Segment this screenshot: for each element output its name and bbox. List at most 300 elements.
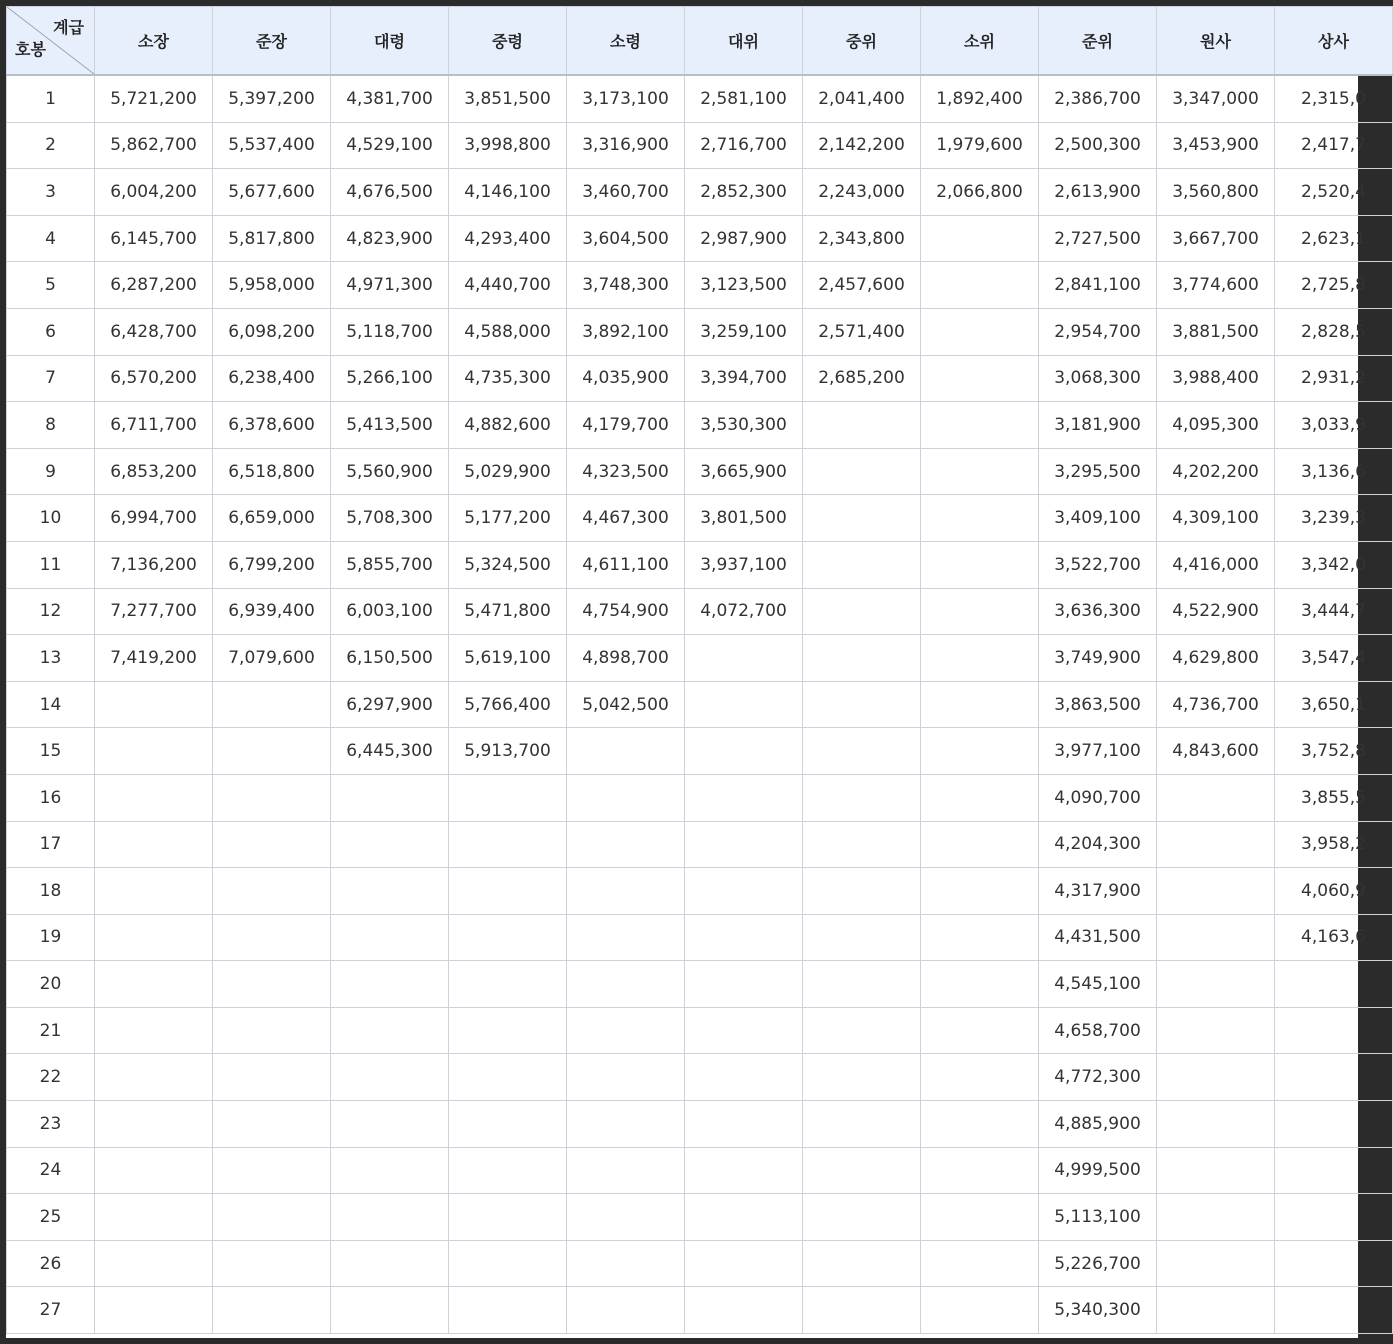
pay-cell	[1157, 1007, 1275, 1054]
pay-cell: 4,095,300	[1157, 402, 1275, 449]
pay-cell	[449, 1194, 567, 1241]
column-header: 원사	[1157, 7, 1275, 76]
pay-cell	[1157, 961, 1275, 1008]
pay-cell	[213, 1054, 331, 1101]
pay-cell: 5,862,700	[95, 122, 213, 169]
pay-cell: 5,817,800	[213, 215, 331, 262]
pay-cell	[921, 868, 1039, 915]
pay-cell	[95, 914, 213, 961]
pay-cell: 5,118,700	[331, 308, 449, 355]
pay-cell	[803, 1240, 921, 1287]
pay-cell	[921, 588, 1039, 635]
pay-cell: 3,774,600	[1157, 262, 1275, 309]
pay-cell: 4,072,700	[685, 588, 803, 635]
pay-cell: 5,397,200	[213, 75, 331, 122]
pay-cell	[1275, 1287, 1393, 1334]
pay-cell: 3,239,3	[1275, 495, 1393, 542]
pay-cell	[803, 1101, 921, 1148]
pay-cell: 5,177,200	[449, 495, 567, 542]
pay-cell	[685, 728, 803, 775]
pay-cell: 5,708,300	[331, 495, 449, 542]
pay-cell	[213, 681, 331, 728]
pay-cell: 3,530,300	[685, 402, 803, 449]
table-row	[7, 1147, 1393, 1194]
pay-cell	[567, 1147, 685, 1194]
pay-cell: 4,754,900	[567, 588, 685, 635]
pay-cell: 3,977,100	[1039, 728, 1157, 775]
pay-cell	[1157, 821, 1275, 868]
pay-cell: 3,863,500	[1039, 681, 1157, 728]
pay-cell: 3,522,700	[1039, 541, 1157, 588]
pay-cell: 7,136,200	[95, 541, 213, 588]
pay-cell: 3,958,2	[1275, 821, 1393, 868]
pay-cell	[95, 1101, 213, 1148]
pay-cell: 6,098,200	[213, 308, 331, 355]
table-row	[7, 495, 1393, 542]
pay-cell: 4,736,700	[1157, 681, 1275, 728]
pay-cell: 1,979,600	[921, 122, 1039, 169]
pay-cell: 4,772,300	[1039, 1054, 1157, 1101]
step-cell: 27	[7, 1287, 95, 1334]
pay-cell: 5,029,900	[449, 448, 567, 495]
pay-cell: 6,445,300	[331, 728, 449, 775]
pay-cell: 5,677,600	[213, 169, 331, 216]
pay-cell	[1157, 1194, 1275, 1241]
pay-cell	[213, 1194, 331, 1241]
pay-cell	[1157, 914, 1275, 961]
pay-cell	[803, 635, 921, 682]
table-row	[7, 681, 1393, 728]
pay-cell: 4,202,200	[1157, 448, 1275, 495]
pay-cell	[685, 1007, 803, 1054]
pay-cell	[95, 728, 213, 775]
pay-cell	[449, 1007, 567, 1054]
pay-cell	[1275, 1147, 1393, 1194]
pay-cell	[1157, 1054, 1275, 1101]
pay-cell: 2,954,700	[1039, 308, 1157, 355]
pay-cell: 4,416,000	[1157, 541, 1275, 588]
pay-cell	[685, 1194, 803, 1241]
pay-cell: 4,381,700	[331, 75, 449, 122]
pay-cell: 3,173,100	[567, 75, 685, 122]
pay-cell	[921, 402, 1039, 449]
pay-cell	[803, 1194, 921, 1241]
pay-cell: 3,749,900	[1039, 635, 1157, 682]
step-cell: 6	[7, 308, 95, 355]
column-header: 대위	[685, 7, 803, 76]
step-cell: 11	[7, 541, 95, 588]
pay-cell	[921, 914, 1039, 961]
pay-cell	[1275, 1054, 1393, 1101]
table-row	[7, 262, 1393, 309]
pay-cell: 3,892,100	[567, 308, 685, 355]
pay-cell: 3,752,8	[1275, 728, 1393, 775]
pay-cell	[567, 821, 685, 868]
pay-cell	[331, 774, 449, 821]
pay-cell	[921, 635, 1039, 682]
pay-cell: 4,323,500	[567, 448, 685, 495]
pay-cell	[803, 681, 921, 728]
table-row	[7, 961, 1393, 1008]
pay-cell	[921, 308, 1039, 355]
pay-cell	[803, 588, 921, 635]
corner-header-cell	[7, 7, 95, 76]
column-header: 소위	[921, 7, 1039, 76]
corner-label-step: 호봉	[15, 40, 46, 59]
pay-cell: 4,163,6	[1275, 914, 1393, 961]
pay-cell	[685, 774, 803, 821]
pay-cell	[1275, 1240, 1393, 1287]
pay-table	[6, 6, 1393, 1334]
pay-cell	[1157, 1147, 1275, 1194]
pay-cell: 6,939,400	[213, 588, 331, 635]
pay-cell	[921, 1147, 1039, 1194]
pay-cell	[803, 448, 921, 495]
pay-cell	[331, 1287, 449, 1334]
pay-cell: 3,855,5	[1275, 774, 1393, 821]
pay-cell	[449, 868, 567, 915]
corner-label-rank: 계급	[53, 18, 84, 37]
pay-cell	[331, 1194, 449, 1241]
pay-cell: 4,843,600	[1157, 728, 1275, 775]
pay-cell: 3,748,300	[567, 262, 685, 309]
pay-cell	[803, 1054, 921, 1101]
pay-cell: 4,309,100	[1157, 495, 1275, 542]
table-row	[7, 402, 1393, 449]
pay-cell: 3,560,800	[1157, 169, 1275, 216]
pay-cell	[567, 774, 685, 821]
pay-cell	[95, 821, 213, 868]
pay-cell: 7,079,600	[213, 635, 331, 682]
pay-cell	[331, 1054, 449, 1101]
pay-cell: 6,003,100	[331, 588, 449, 635]
pay-cell: 3,342,0	[1275, 541, 1393, 588]
pay-cell: 2,343,800	[803, 215, 921, 262]
pay-cell	[95, 1147, 213, 1194]
pay-cell	[921, 1194, 1039, 1241]
pay-cell	[213, 1240, 331, 1287]
pay-cell: 4,658,700	[1039, 1007, 1157, 1054]
pay-cell: 4,293,400	[449, 215, 567, 262]
pay-cell	[213, 774, 331, 821]
step-cell: 1	[7, 75, 95, 122]
pay-cell	[567, 1240, 685, 1287]
pay-cell	[1157, 1101, 1275, 1148]
pay-cell: 2,727,500	[1039, 215, 1157, 262]
pay-cell: 3,988,400	[1157, 355, 1275, 402]
pay-cell: 2,828,5	[1275, 308, 1393, 355]
column-header: 대령	[331, 7, 449, 76]
pay-cell: 3,650,1	[1275, 681, 1393, 728]
pay-cell	[685, 1240, 803, 1287]
table-row	[7, 1194, 1393, 1241]
pay-cell	[803, 1287, 921, 1334]
pay-cell	[921, 495, 1039, 542]
pay-cell	[95, 1287, 213, 1334]
table-row	[7, 588, 1393, 635]
pay-cell	[803, 868, 921, 915]
table-row	[7, 1287, 1393, 1334]
table-row	[7, 355, 1393, 402]
pay-cell: 4,971,300	[331, 262, 449, 309]
pay-cell	[331, 914, 449, 961]
pay-cell: 7,277,700	[95, 588, 213, 635]
step-cell: 3	[7, 169, 95, 216]
pay-cell: 4,204,300	[1039, 821, 1157, 868]
pay-cell	[1157, 1240, 1275, 1287]
pay-cell: 4,882,600	[449, 402, 567, 449]
pay-cell: 2,571,400	[803, 308, 921, 355]
pay-cell: 2,623,1	[1275, 215, 1393, 262]
pay-cell: 2,841,100	[1039, 262, 1157, 309]
pay-cell: 6,799,200	[213, 541, 331, 588]
pay-cell: 2,613,900	[1039, 169, 1157, 216]
pay-cell: 5,324,500	[449, 541, 567, 588]
pay-cell	[803, 1147, 921, 1194]
pay-table-frame	[6, 6, 1366, 1338]
table-row	[7, 728, 1393, 775]
table-row	[7, 1240, 1393, 1287]
table-row	[7, 308, 1393, 355]
table-row	[7, 122, 1393, 169]
pay-cell: 4,999,500	[1039, 1147, 1157, 1194]
pay-cell	[803, 541, 921, 588]
step-cell: 4	[7, 215, 95, 262]
pay-cell	[95, 774, 213, 821]
pay-cell: 6,428,700	[95, 308, 213, 355]
header-row	[7, 7, 1393, 76]
pay-cell	[1275, 1007, 1393, 1054]
pay-cell: 4,522,900	[1157, 588, 1275, 635]
pay-cell	[803, 774, 921, 821]
pay-cell: 4,440,700	[449, 262, 567, 309]
step-cell: 15	[7, 728, 95, 775]
pay-cell	[449, 1240, 567, 1287]
pay-cell	[213, 728, 331, 775]
pay-cell	[921, 821, 1039, 868]
pay-cell: 5,042,500	[567, 681, 685, 728]
pay-cell: 3,460,700	[567, 169, 685, 216]
pay-cell: 5,913,700	[449, 728, 567, 775]
pay-cell	[685, 635, 803, 682]
pay-cell: 3,181,900	[1039, 402, 1157, 449]
pay-cell: 4,588,000	[449, 308, 567, 355]
pay-cell: 5,471,800	[449, 588, 567, 635]
pay-cell: 3,347,000	[1157, 75, 1275, 122]
pay-cell: 2,066,800	[921, 169, 1039, 216]
step-cell: 9	[7, 448, 95, 495]
pay-cell	[95, 1240, 213, 1287]
pay-cell	[921, 215, 1039, 262]
pay-cell	[213, 868, 331, 915]
pay-cell	[1157, 774, 1275, 821]
pay-cell: 4,529,100	[331, 122, 449, 169]
pay-cell: 6,570,200	[95, 355, 213, 402]
pay-cell: 6,287,200	[95, 262, 213, 309]
pay-cell	[685, 1054, 803, 1101]
pay-cell	[921, 681, 1039, 728]
pay-cell	[921, 1287, 1039, 1334]
pay-cell: 5,413,500	[331, 402, 449, 449]
pay-cell	[449, 1147, 567, 1194]
pay-cell: 6,378,600	[213, 402, 331, 449]
pay-cell: 2,725,8	[1275, 262, 1393, 309]
pay-cell	[685, 868, 803, 915]
pay-cell: 2,243,000	[803, 169, 921, 216]
pay-cell: 5,537,400	[213, 122, 331, 169]
step-cell: 7	[7, 355, 95, 402]
pay-cell: 3,068,300	[1039, 355, 1157, 402]
pay-cell: 4,179,700	[567, 402, 685, 449]
column-header: 중령	[449, 7, 567, 76]
pay-cell	[803, 402, 921, 449]
pay-cell	[449, 961, 567, 1008]
pay-cell	[331, 1240, 449, 1287]
step-cell: 26	[7, 1240, 95, 1287]
pay-cell	[1157, 868, 1275, 915]
pay-cell: 3,801,500	[685, 495, 803, 542]
pay-cell: 5,766,400	[449, 681, 567, 728]
pay-cell: 5,958,000	[213, 262, 331, 309]
pay-cell	[921, 1240, 1039, 1287]
pay-cell: 6,297,900	[331, 681, 449, 728]
pay-cell	[1157, 1287, 1275, 1334]
pay-cell: 4,035,900	[567, 355, 685, 402]
table-row	[7, 868, 1393, 915]
pay-cell: 6,004,200	[95, 169, 213, 216]
pay-cell	[331, 868, 449, 915]
pay-cell: 3,295,500	[1039, 448, 1157, 495]
pay-cell	[921, 541, 1039, 588]
step-cell: 20	[7, 961, 95, 1008]
pay-cell: 3,409,100	[1039, 495, 1157, 542]
pay-cell: 4,735,300	[449, 355, 567, 402]
pay-cell	[213, 1007, 331, 1054]
pay-cell: 5,560,900	[331, 448, 449, 495]
pay-cell	[685, 1147, 803, 1194]
pay-cell: 4,146,100	[449, 169, 567, 216]
table-row	[7, 541, 1393, 588]
pay-cell: 2,987,900	[685, 215, 803, 262]
step-cell: 18	[7, 868, 95, 915]
pay-cell	[921, 1054, 1039, 1101]
pay-cell: 3,316,900	[567, 122, 685, 169]
pay-cell: 2,041,400	[803, 75, 921, 122]
step-cell: 2	[7, 122, 95, 169]
pay-cell	[921, 262, 1039, 309]
step-cell: 21	[7, 1007, 95, 1054]
pay-cell: 6,659,000	[213, 495, 331, 542]
column-header: 준위	[1039, 7, 1157, 76]
pay-cell	[213, 1287, 331, 1334]
pay-cell	[1275, 961, 1393, 1008]
step-cell: 10	[7, 495, 95, 542]
pay-cell: 3,604,500	[567, 215, 685, 262]
pay-cell: 4,823,900	[331, 215, 449, 262]
pay-cell	[449, 774, 567, 821]
pay-cell	[95, 961, 213, 1008]
pay-cell: 3,033,9	[1275, 402, 1393, 449]
pay-cell: 4,885,900	[1039, 1101, 1157, 1148]
pay-cell: 3,136,6	[1275, 448, 1393, 495]
pay-cell: 2,581,100	[685, 75, 803, 122]
pay-cell	[1275, 1194, 1393, 1241]
pay-cell: 3,547,4	[1275, 635, 1393, 682]
pay-cell	[803, 495, 921, 542]
pay-cell: 5,226,700	[1039, 1240, 1157, 1287]
pay-cell	[95, 1194, 213, 1241]
pay-cell: 2,142,200	[803, 122, 921, 169]
step-cell: 14	[7, 681, 95, 728]
pay-cell: 4,629,800	[1157, 635, 1275, 682]
pay-cell: 4,467,300	[567, 495, 685, 542]
pay-cell	[921, 448, 1039, 495]
pay-cell: 3,259,100	[685, 308, 803, 355]
column-header: 상사	[1275, 7, 1393, 76]
pay-cell: 4,898,700	[567, 635, 685, 682]
pay-cell	[567, 1054, 685, 1101]
pay-cell: 5,619,100	[449, 635, 567, 682]
step-cell: 24	[7, 1147, 95, 1194]
pay-cell: 4,090,700	[1039, 774, 1157, 821]
table-row	[7, 215, 1393, 262]
pay-cell: 4,545,100	[1039, 961, 1157, 1008]
pay-cell	[567, 868, 685, 915]
pay-cell	[1275, 1101, 1393, 1148]
pay-cell: 3,394,700	[685, 355, 803, 402]
pay-cell	[803, 961, 921, 1008]
step-cell: 16	[7, 774, 95, 821]
pay-cell	[803, 728, 921, 775]
pay-cell: 2,716,700	[685, 122, 803, 169]
pay-cell: 4,317,900	[1039, 868, 1157, 915]
table-row	[7, 1101, 1393, 1148]
pay-cell	[685, 821, 803, 868]
pay-cell: 2,417,7	[1275, 122, 1393, 169]
pay-cell	[331, 1101, 449, 1148]
pay-cell: 6,994,700	[95, 495, 213, 542]
step-cell: 17	[7, 821, 95, 868]
pay-cell	[95, 1007, 213, 1054]
pay-cell	[213, 821, 331, 868]
step-cell: 22	[7, 1054, 95, 1101]
pay-cell	[921, 774, 1039, 821]
pay-cell: 2,931,2	[1275, 355, 1393, 402]
pay-cell	[921, 1007, 1039, 1054]
pay-cell	[95, 1054, 213, 1101]
step-cell: 5	[7, 262, 95, 309]
pay-cell	[921, 355, 1039, 402]
pay-cell: 3,444,7	[1275, 588, 1393, 635]
pay-cell	[213, 961, 331, 1008]
table-row	[7, 914, 1393, 961]
pay-cell: 3,453,900	[1157, 122, 1275, 169]
pay-cell	[567, 914, 685, 961]
pay-cell: 2,852,300	[685, 169, 803, 216]
table-body	[7, 75, 1393, 1334]
pay-cell: 6,150,500	[331, 635, 449, 682]
pay-cell: 2,685,200	[803, 355, 921, 402]
pay-cell	[331, 1147, 449, 1194]
pay-cell	[449, 821, 567, 868]
table-row	[7, 1007, 1393, 1054]
pay-cell: 4,676,500	[331, 169, 449, 216]
pay-cell	[685, 681, 803, 728]
step-cell: 19	[7, 914, 95, 961]
table-row	[7, 448, 1393, 495]
pay-cell: 3,937,100	[685, 541, 803, 588]
pay-cell: 2,386,700	[1039, 75, 1157, 122]
